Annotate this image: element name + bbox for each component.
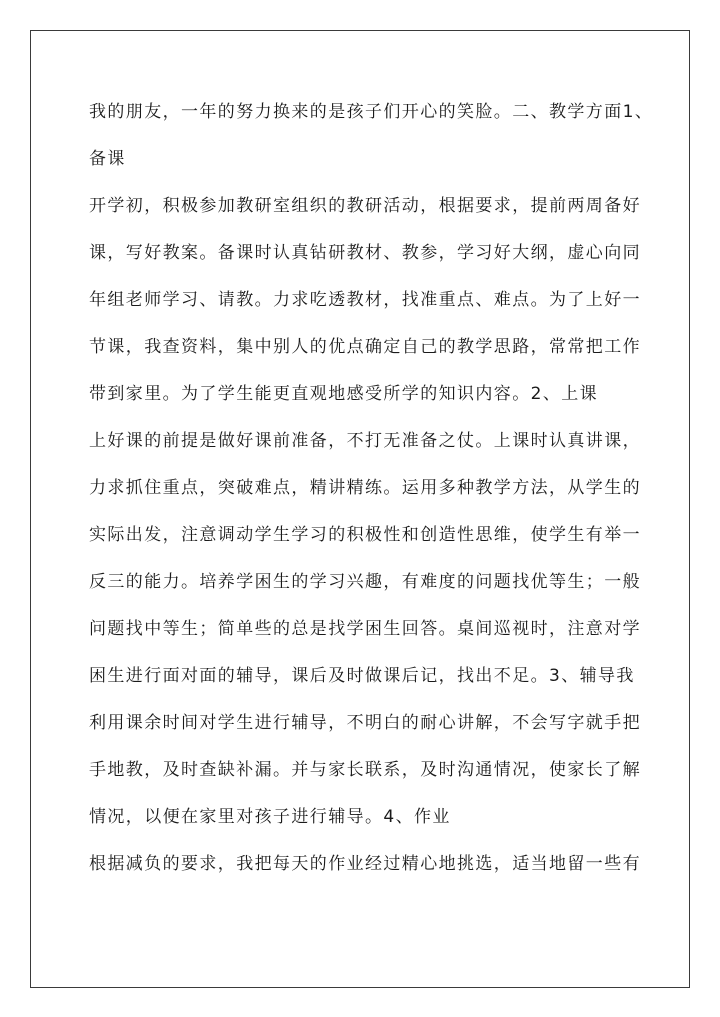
- text-line: 上好课的前提是做好课前准备，不打无准备之仗。上课时认真讲课，: [89, 431, 641, 451]
- text-line: 课，写好教案。备课时认真钻研教材、教参，学习好大纲，虚心向同: [89, 243, 641, 263]
- text-line: 年组老师学习、请教。力求吃透教材，找准重点、难点。为了上好一: [89, 290, 641, 310]
- text-line: 实际出发，注意调动学生学习的积极性和创造性思维，使学生有举一: [89, 525, 641, 545]
- text-line: 节课，我查资料，集中别人的优点确定自己的教学思路，常常把工作: [89, 337, 641, 357]
- text-line: 带到家里。为了学生能更直观地感受所学的知识内容。2、上课: [89, 384, 599, 404]
- text-line: 问题找中等生；简单些的总是找学困生回答。桌间巡视时，注意对学: [89, 619, 641, 639]
- text-line: 反三的能力。培养学困生的学习兴趣，有难度的问题找优等生；一般: [89, 572, 641, 592]
- text-line: 力求抓住重点，突破难点，精讲精练。运用多种教学方法，从学生的: [89, 478, 641, 498]
- text-line: 情况，以便在家里对孩子进行辅导。4、作业: [89, 807, 451, 827]
- text-line: 困生进行面对面的辅导，课后及时做课后记，找出不足。3、辅导我: [89, 666, 635, 686]
- page-border: [30, 30, 690, 988]
- text-line: 备课: [89, 149, 126, 169]
- text-line: 开学初，积极参加教研室组织的教研活动，根据要求，提前两周备好: [89, 196, 641, 216]
- text-line: 根据减负的要求，我把每天的作业经过精心地挑选，适当地留一些有: [89, 854, 641, 874]
- text-line: 手地教，及时查缺补漏。并与家长联系，及时沟通情况，使家长了解: [89, 760, 641, 780]
- text-line: 利用课余时间对学生进行辅导，不明白的耐心讲解，不会写字就手把: [89, 713, 641, 733]
- text-line: 我的朋友，一年的努力换来的是孩子们开心的笑脸。二、教学方面1、: [89, 102, 654, 122]
